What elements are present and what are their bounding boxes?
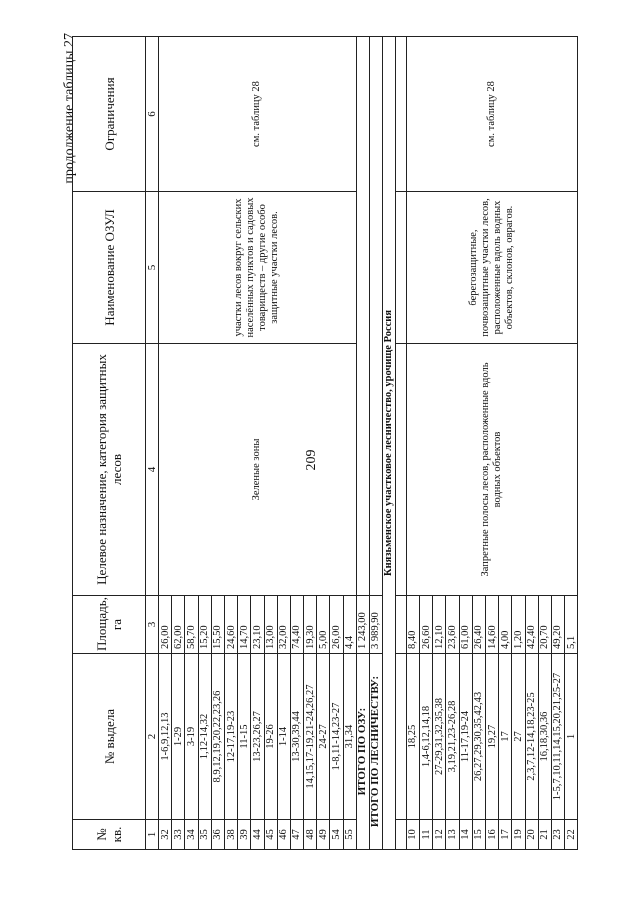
vydel-cell: 12-17,19-23 (224, 654, 237, 820)
area-cell: 24,60 (224, 596, 237, 654)
kv-cell: 47 (290, 820, 303, 850)
kv-cell: 17 (499, 820, 512, 850)
kv-cell: 20 (525, 820, 538, 850)
column-number: 5 (146, 192, 159, 344)
vydel-cell: 27-29,31,32,35,38 (433, 654, 446, 820)
area-cell: 26,40 (472, 596, 485, 654)
area-cell: 8,40 (406, 596, 419, 654)
kv-cell: 35 (198, 820, 211, 850)
kv-cell: 21 (538, 820, 551, 850)
kv-cell: 10 (406, 820, 419, 850)
vydel-cell: 16,18,30,36 (538, 654, 551, 820)
area-cell: 14,70 (238, 596, 251, 654)
rotated-table-sheet (62, 25, 631, 855)
purpose-cell: Запретные полосы лесов, расположенные вдоль водных объектов (406, 344, 577, 596)
kv-cell: 45 (264, 820, 277, 850)
header-purpose: Целевое назначение, категория защитных лесов (73, 344, 146, 596)
section-title-row (382, 37, 395, 850)
area-cell: 5,00 (317, 596, 330, 654)
forest-table (72, 36, 578, 850)
total-ozu-row-value: 1 243,00 (356, 596, 369, 654)
vydel-cell: 13-23,26,27 (251, 654, 264, 820)
empty-cell (369, 37, 382, 596)
vydel-cell: 2,3,7,12-14,18,23-25 (525, 654, 538, 820)
area-cell: 1,20 (512, 596, 525, 654)
kv-cell: 19 (512, 820, 525, 850)
column-number: 3 (146, 596, 159, 654)
spacer-cell (395, 344, 406, 596)
column-number: 1 (146, 820, 159, 850)
kv-cell: 14 (459, 820, 472, 850)
vydel-cell: 1-14 (277, 654, 290, 820)
kv-cell: 48 (304, 820, 317, 850)
vydel-cell: 19-26 (264, 654, 277, 820)
total-forestry-row-value: 3 989,90 (369, 596, 382, 654)
column-number: 4 (146, 344, 159, 596)
area-cell: 15,50 (211, 596, 224, 654)
kv-cell: 11 (420, 820, 433, 850)
vydel-cell: 1,4-6,12,14,18 (420, 654, 433, 820)
table-row (406, 37, 419, 850)
kv-cell: 12 (433, 820, 446, 850)
kv-cell: 15 (472, 820, 485, 850)
vydel-cell: 1-29 (172, 654, 185, 820)
area-cell: 42,40 (525, 596, 538, 654)
kv-cell: 54 (330, 820, 343, 850)
kv-cell: 36 (211, 820, 224, 850)
restriction-cell: см. таблицу 28 (406, 37, 577, 192)
kv-cell: 23 (551, 820, 564, 850)
area-cell: 5,1 (565, 596, 578, 654)
vydel-cell: 31,34 (343, 654, 356, 820)
vydel-cell: 8,9,12,19,20,22,23,26 (211, 654, 224, 820)
total-ozu-row-label: ИТОГО ПО ОЗУ: (356, 654, 369, 850)
vydel-cell: 24-27 (317, 654, 330, 820)
column-number: 6 (146, 37, 159, 192)
vydel-cell: 3,19,21,23-26,28 (446, 654, 459, 820)
vydel-cell: 1-6,9,12,13 (159, 654, 172, 820)
vydel-cell: 11-17,19-24 (459, 654, 472, 820)
area-cell: 61,00 (459, 596, 472, 654)
area-cell: 62,00 (172, 596, 185, 654)
header-kv: № кв. (73, 820, 146, 850)
vydel-cell: 1 (565, 654, 578, 820)
vydel-cell: 1-5,7,10,11,14,15,20,21,25-27 (551, 654, 564, 820)
vydel-cell: 13-30,39,44 (290, 654, 303, 820)
header-vydel: № выдела (73, 654, 146, 820)
area-cell: 58,70 (185, 596, 198, 654)
table-caption: продолжение таблицы 27 (62, 33, 77, 184)
column-number-row (146, 37, 159, 850)
vydel-cell: 14,15,17-19,21-24,26,27 (304, 654, 317, 820)
vydel-cell: 17 (499, 654, 512, 820)
kv-cell: 49 (317, 820, 330, 850)
vydel-cell: 26,27,29,30,35,42,43 (472, 654, 485, 820)
section-title: Князьменское участковое лесничество, урочище Россия (382, 37, 395, 850)
area-cell: 26,00 (330, 596, 343, 654)
vydel-cell: 27 (512, 654, 525, 820)
area-cell: 4,4 (343, 596, 356, 654)
area-cell: 14,60 (485, 596, 498, 654)
purpose-cell: Зеленые зоны (159, 344, 357, 596)
area-cell: 49,20 (551, 596, 564, 654)
total-forestry-row-label: ИТОГО ПО ЛЕСНИЧЕСТВУ: (369, 654, 382, 850)
vydel-cell: 3-19 (185, 654, 198, 820)
ozul-cell: берегозащитные, почвозащитные участки лесов, расположенные вдоль водных объектов, склонов, оврагов. (406, 192, 577, 344)
kv-cell: 46 (277, 820, 290, 850)
kv-cell: 22 (565, 820, 578, 850)
total-forestry-row (369, 37, 382, 850)
area-cell: 26,60 (420, 596, 433, 654)
vydel-cell: 1,12-14,32 (198, 654, 211, 820)
kv-cell: 38 (224, 820, 237, 850)
ozul-cell: участки лесов вокруг сельских населённых пунктов и садовых товариществ – другие особо защитные участки лесов. (159, 192, 357, 344)
kv-cell: 44 (251, 820, 264, 850)
table-row (159, 37, 172, 850)
area-cell: 4,00 (499, 596, 512, 654)
spacer-row (395, 37, 406, 850)
area-cell: 23,60 (446, 596, 459, 654)
spacer-cell (395, 820, 406, 850)
kv-cell: 33 (172, 820, 185, 850)
kv-cell: 13 (446, 820, 459, 850)
spacer-cell (395, 654, 406, 820)
area-cell: 26,00 (159, 596, 172, 654)
area-cell: 13,00 (264, 596, 277, 654)
kv-cell: 32 (159, 820, 172, 850)
vydel-cell: 11-15 (238, 654, 251, 820)
empty-cell (356, 37, 369, 596)
area-cell: 19,30 (304, 596, 317, 654)
vydel-cell: 19,27 (485, 654, 498, 820)
header-area: Площадь, га (73, 596, 146, 654)
area-cell: 23,10 (251, 596, 264, 654)
kv-cell: 34 (185, 820, 198, 850)
area-cell: 32,00 (277, 596, 290, 654)
area-cell: 15,20 (198, 596, 211, 654)
vydel-cell: 1-8,11-14,23-27 (330, 654, 343, 820)
column-number: 2 (146, 654, 159, 820)
kv-cell: 55 (343, 820, 356, 850)
spacer-cell (395, 192, 406, 344)
spacer-cell (395, 37, 406, 192)
table-body (159, 37, 578, 850)
total-ozu-row (356, 37, 369, 850)
restriction-cell: см. таблицу 28 (159, 37, 357, 192)
header-ozul: Наименование ОЗУЛ (73, 192, 146, 344)
page-number: 209 (304, 449, 319, 471)
area-cell: 20,70 (538, 596, 551, 654)
kv-cell: 39 (238, 820, 251, 850)
area-cell: 12,10 (433, 596, 446, 654)
area-cell: 74,40 (290, 596, 303, 654)
kv-cell: 16 (485, 820, 498, 850)
header-row (73, 37, 146, 850)
header-restrictions: Ограничения (73, 37, 146, 192)
vydel-cell: 18,25 (406, 654, 419, 820)
spacer-cell (395, 596, 406, 654)
